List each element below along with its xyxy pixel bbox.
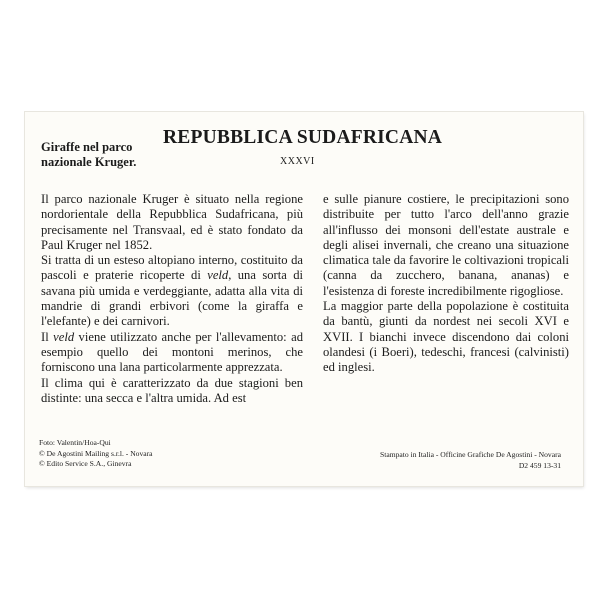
paragraph: e sulle pianure costiere, le precipitazioni sono distribuite per tutto l'arco dell'anno grazie all'influsso dei monsoni dell'estate australe e degli alisei invernali, che creano una situazione climatica tale da favorire le coltivazioni tropicali (canna da zucchero, banana, ananas) e l'esistenza di foreste incredibilmente rigogliose. [323, 192, 569, 298]
credit-line: © De Agostini Mailing s.r.l. - Novara [39, 448, 153, 458]
photo-credits [39, 438, 153, 470]
paragraph: Il parco nazionale Kruger è situato nella regione nordorientale della Repubblica Sudafricana, più precisamente nel Transvaal, ed è stato fondato da Paul Kruger nel 1852. [41, 192, 303, 252]
postcard-back [25, 112, 583, 486]
card-title: REPUBBLICA SUDAFRICANA [163, 127, 443, 148]
card-number: XXXVI [280, 156, 315, 167]
paragraph: La maggior parte della popolazione è costituita da bantù, giunti da nordest nei secoli XVI e XVII. I bianchi invece discendono dai coloni olandesi (i Boeri), tedeschi, francesi (calvinisti) ed inglesi. [323, 299, 569, 375]
photo-caption [41, 140, 166, 170]
printer-line: Stampato in Italia - Officine Grafiche De Agostini - Novara [380, 450, 561, 459]
caption-line-1: Giraffe nel parco [41, 140, 133, 154]
caption-line-2: nazionale Kruger. [41, 155, 137, 169]
text-column-right [323, 192, 569, 376]
text-column-left [41, 192, 303, 406]
printer-info [380, 450, 561, 471]
paragraph: Si tratta di un esteso altopiano interno, costituito da pascoli e praterie ricoperte di veld, una sorta di savana più umida e verdeggiante, adatta alla vita di mandrie di grandi erbivori (come la giraffa e l'elefante) e dei carnivori. [41, 253, 304, 329]
paragraph: Il veld viene utilizzato anche per l'allevamento: ad esempio quello dei montoni merinos, che forniscono una lana particolarmente apprezzata. [41, 329, 303, 375]
product-code: D2 459 13-31 [518, 460, 561, 470]
credit-line: © Edito Service S.A., Ginevra [39, 459, 132, 468]
credit-line: Foto: Valentin/Hoa-Qui [39, 438, 111, 447]
paragraph: Il clima qui è caratterizzato da due stagioni ben distinte: una secca e l'altra umida. Ad est [41, 375, 303, 405]
